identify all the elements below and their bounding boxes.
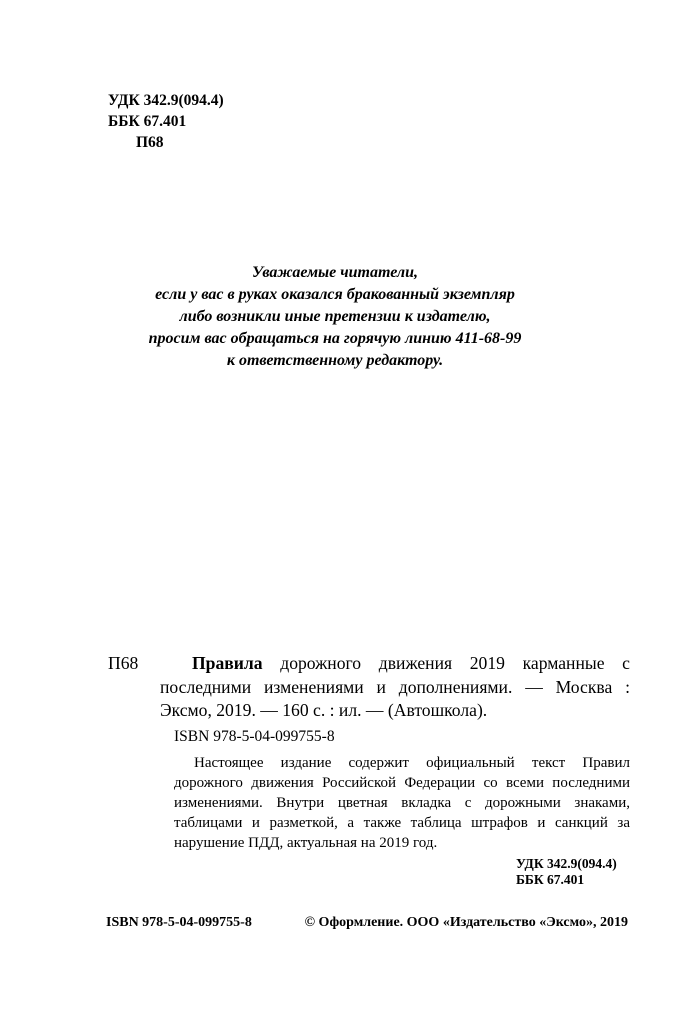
book-title-word: Правила — [192, 653, 263, 673]
bbk-code: ББК 67.401 — [108, 113, 187, 130]
biblio-description — [160, 652, 630, 723]
notice-line: просим вас обращаться на горячую линию 411-68-99 — [148, 330, 522, 347]
description-text: дорожного движения 2019 карманные с последними изменениями и дополнениями. — Москва : Эксмо, 2019. — 160 с. : ил. — (Автошкола). — [160, 653, 630, 720]
biblio-author-mark: П68 — [108, 653, 139, 673]
udk-code: УДК 342.9(094.4) — [516, 855, 617, 871]
notice-line: либо возникли иные претензии к издателю, — [179, 308, 491, 325]
page-footer — [106, 913, 628, 933]
notice-line: если у вас в руках оказался бракованный экземпляр — [155, 286, 515, 303]
classification-codes-footer — [516, 856, 630, 888]
biblio-isbn: ISBN 978-5-04-099755-8 — [174, 727, 335, 745]
footer-isbn: ISBN 978-5-04-099755-8 — [106, 915, 252, 930]
bbk-code: ББК 67.401 — [516, 871, 585, 887]
reader-notice — [110, 262, 560, 372]
copyright-notice: © Оформление. ООО «Издательство «Эксмо», 2019 — [304, 915, 628, 930]
annotation-text: Настоящее издание содержит официальный текст Правил дорожного движения Российской Федерации со всеми последними изменениями. Внутри цветная вкладка с дорожными знаками, таблицами и разметкой, а также таблица штрафов и санкций за нарушение ПДД, актуальная на 2019 год. — [174, 754, 630, 851]
notice-line: Уважаемые читатели, — [251, 264, 419, 281]
notice-line: к ответственному редактору. — [226, 352, 444, 369]
author-mark: П68 — [136, 134, 164, 151]
udk-code: УДК 342.9(094.4) — [108, 92, 224, 109]
bibliographic-record — [108, 652, 630, 888]
classification-codes-header — [108, 90, 224, 153]
